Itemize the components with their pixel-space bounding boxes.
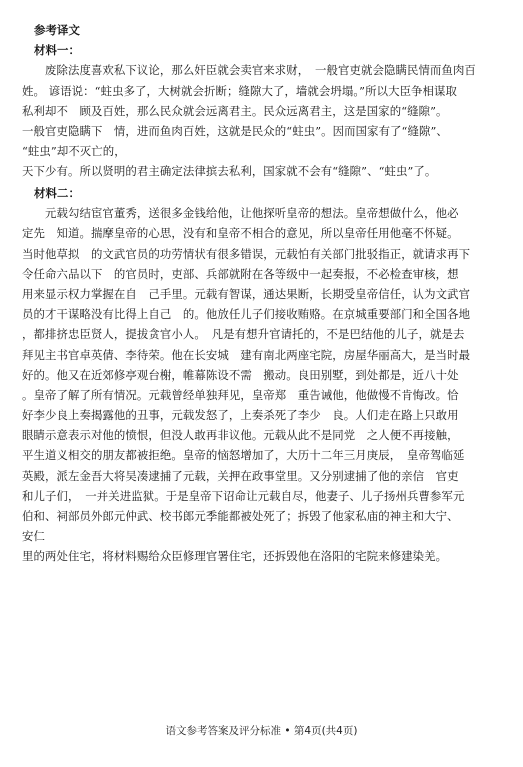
paragraph-line: 和儿子们， 一并关进监狱。于是皇帝下诏命让元载自尽，他妻子、儿子扬州兵曹参军元 [22, 488, 465, 503]
section-title: 参考译文 [34, 23, 80, 37]
paragraph-line: 眼睛示意表示对他的愤恨，但没人敢再非议他。元载从此不是同党 之人便不再接触， [22, 428, 459, 443]
paragraph-line: 元载勾结宦官董秀，送很多金钱给他，让他探听皇帝的想法。皇帝想做什么，他必 [22, 206, 459, 221]
paragraph-line: ，都排挤忠臣贤人，提拔贪官小人。 凡是有想升官请托的，不是巴结他的儿子，就是去 [22, 327, 465, 342]
paragraph-line: 拜见主书官卓英倩、李待荣。他在长安城 建有南北两座宅院，房屋华丽高大，是当时最 [22, 347, 471, 362]
paragraph-line: “蛀虫”却不灭亡的， [22, 144, 126, 159]
paragraph-line: 天下少有。所以贤明的君主确定法律摈去私利，国家就不会有“缝隙”、“蛀虫”了。 [22, 164, 437, 179]
paragraph-line: 私利却不 顾及百姓，那么民众就会远离君主。民众远离君主，这是国家的“缝隙”。 [22, 103, 448, 118]
paragraph-line: 好李少良上奏揭露他的丑事，元载发怒了，上奏杀死了李少 良。人们走在路上只敢用 [22, 408, 459, 423]
paragraph-line: 用来显示权力掌握在自 己手里。元载有智谋，通达果断，长期受皇帝信任，认为文武官 [22, 286, 471, 301]
paragraph-line: 员的才干谋略没有比得上自己 的。他放任儿子们接收贿赂。在京城重要部门和全国各地 [22, 307, 471, 322]
paragraph-line: 定先 知道。揣摩皇帝的心思，没有和皇帝不相合的意见，所以皇帝任用他毫不怀疑。 [22, 226, 459, 241]
paragraph-line: 姓。 谚语说：“蛀虫多了，大树就会折断；缝隙大了，墙就会坍塌。”所以大臣争相谋取 [22, 83, 458, 98]
section-2 [22, 183, 502, 567]
section-1 [22, 20, 502, 182]
paragraph-line: 里的两处住宅，将材料赐给众臣修理官署住宅，还拆毁他在洛阳的宅院来修建染羌。 [22, 549, 448, 564]
paragraph-line: 当时他草拟 的文武官员的功劳情状有很多错误，元载怕有关部门批驳指正，就请求再下 [22, 246, 471, 261]
paragraph-line: 好的。他又在近郊修亭观台榭，帷幕陈设不需 搬动。良田别墅，到处都是，近八十处 [22, 367, 459, 382]
material-2-label: 材料二： [34, 186, 80, 200]
paragraph-line: 平生道义相交的朋友都被拒绝。皇帝的恼怒增加了，大历十二年三月庚辰， 皇帝驾临延 [22, 448, 465, 463]
paragraph-line: 英殿，派左金吾大将吴凑逮捕了元载，关押在政事堂里。又分别逮捕了他的亲信 官吏 [22, 468, 459, 483]
paragraph-line: 一般官吏隐瞒下 情，进而鱼肉百姓，这就是民众的“蛀虫”。因而国家有了“缝隙”、 [22, 123, 448, 138]
page-footer: 语文参考答案及评分标准 • 第4页(共4页) [165, 725, 358, 737]
paragraph-line: 令任命六品以下 的官员时，吏部、兵部就附在各等级中一起奏报，不必检查审核，想 [22, 266, 459, 281]
paragraph-line: 。皇帝了解了所有情况。元载曾经单独拜见，皇帝郑 重告诫他，他做慢不肯悔改。恰 [22, 387, 459, 402]
material-1-label: 材料一： [34, 43, 80, 58]
paragraph-line: 废除法度喜欢私下议论，那么奸臣就会卖官来求财， 一般官吏就会隐瞒民情而鱼肉百 [22, 63, 476, 78]
paragraph-line: 安仁 [22, 529, 45, 544]
paragraph-line: 伯和、祠部员外郎元仲武、校书郎元季能都被处死了；拆毁了他家私庙的神主和大宁、 [22, 509, 459, 523]
